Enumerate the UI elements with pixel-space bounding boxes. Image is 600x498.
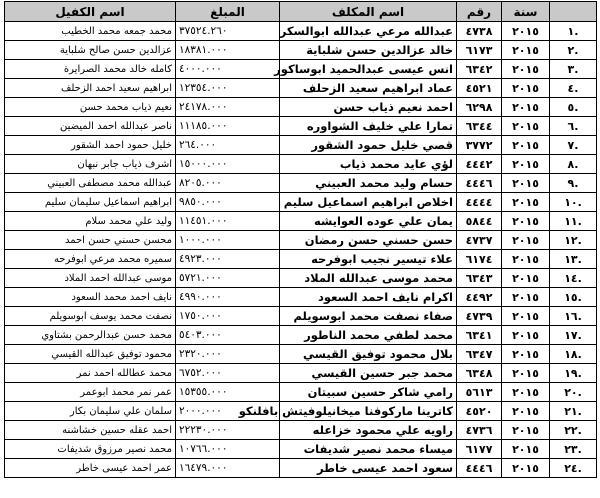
amount-cell: ١٧٥٠.٠٠٠ [176, 307, 280, 326]
code-cell: ٥٦١٣ [457, 383, 502, 402]
code-cell: ٦٢٩٨ [457, 98, 502, 117]
debt-table [4, 1, 597, 478]
row-number: .٢١ [550, 402, 597, 421]
payer-name-cell: حسام وليد محمد العبيني [280, 174, 457, 193]
table-row [5, 193, 597, 212]
row-number: .٢٠ [550, 383, 597, 402]
amount-cell: ١٨٣٨١.٠٠٠ [176, 41, 280, 60]
table-row [5, 269, 597, 288]
amount-cell: ٢٦٤.٠٠٠ [176, 136, 280, 155]
code-cell: ٤٤٩٢ [457, 288, 502, 307]
amount-cell: ٢٢٢٣٠.٠٠٠ [176, 421, 280, 440]
payer-name-cell: علاء تيسير نجيب ابوفرحه [280, 250, 457, 269]
row-number: .١ [550, 22, 597, 41]
table-row [5, 459, 597, 478]
amount-cell: ٦٧٥٢.٠٠٠ [176, 364, 280, 383]
year-cell: ٢٠١٥ [502, 269, 550, 288]
code-cell: ٦٣٤٢ [457, 60, 502, 79]
table-row [5, 440, 597, 459]
guarantor-name-cell: عزالدين حسن صالح شلباية [5, 41, 176, 60]
row-number: .١١ [550, 212, 597, 231]
header-code: رقم [457, 2, 502, 22]
code-cell: ٤٧٣٨ [457, 22, 502, 41]
guarantor-name-cell: محمد جمعه محمد الخطيب [5, 22, 176, 41]
guarantor-name-cell: ابراهيم اسماعيل سليمان سليم [5, 193, 176, 212]
guarantor-name-cell: كامله خالد محمد الصرايرة [5, 60, 176, 79]
amount-cell: ٤٩٩٠.٠٠٠ [176, 288, 280, 307]
guarantor-name-cell: عمر احمد عيسى خاطر [5, 459, 176, 478]
table-row [5, 383, 597, 402]
code-cell: ٤٤٤٦ [457, 459, 502, 478]
guarantor-name-cell: محمد عطالله احمد نمر [5, 364, 176, 383]
payer-name-cell: لؤي عايد محمد ذياب [280, 155, 457, 174]
guarantor-name-cell: محمد حسن عبدالرحمن بشتاوي [5, 326, 176, 345]
payer-name-cell: اخلاص ابراهيم اسماعيل سليم [280, 193, 457, 212]
row-number: .١٧ [550, 326, 597, 345]
row-number: .٢٤ [550, 459, 597, 478]
year-cell: ٢٠١٥ [502, 117, 550, 136]
payer-name-cell: محمد لطفي محمد الناطور [280, 326, 457, 345]
amount-cell: ١٢٣٥٤.٠٠٠ [176, 79, 280, 98]
row-number: .١٥ [550, 288, 597, 307]
guarantor-name-cell: خليل حمود احمد الشقور [5, 136, 176, 155]
amount-cell: ٥٤٠٣.٠٠٠ [176, 326, 280, 345]
code-cell: ٤٥٢١ [457, 79, 502, 98]
code-cell: ٦٣٤٨ [457, 364, 502, 383]
code-cell: ٦٣٤١ [457, 326, 502, 345]
amount-cell: ١٠٠٠.٠٠٠ [176, 231, 280, 250]
year-cell: ٢٠١٥ [502, 212, 550, 231]
guarantor-name-cell: محسن حسني حسن احمد [5, 231, 176, 250]
amount-cell: ٥٧٢١.٠٠٠ [176, 269, 280, 288]
payer-name-cell: محمد موسى عبدالله الملاد [280, 269, 457, 288]
table-row [5, 288, 597, 307]
year-cell: ٢٠١٥ [502, 231, 550, 250]
amount-cell: ٣٧٥٢٤.٢٦٠ [176, 22, 280, 41]
table-row [5, 98, 597, 117]
row-number: .١٦ [550, 307, 597, 326]
guarantor-name-cell: نعيم ذياب محمد حسن [5, 98, 176, 117]
row-number: .١٩ [550, 364, 597, 383]
code-cell: ٦١٧٣ [457, 41, 502, 60]
amount-cell: ٤٩٢٣.٠٠٠ [176, 250, 280, 269]
guarantor-name-cell: سميره محمد مرعي ابوفرحه [5, 250, 176, 269]
payer-name-cell: حسن حسني حسن رمضان [280, 231, 457, 250]
guarantor-name-cell: اشرف ذياب جابر نبهان [5, 155, 176, 174]
table-row [5, 41, 597, 60]
table-row [5, 22, 597, 41]
guarantor-name-cell: موسى عبدالله احمد الملاد [5, 269, 176, 288]
guarantor-name-cell: عمر نمر محمد ابوعمر [5, 383, 176, 402]
header-guarantor: اسم الكفيل [5, 2, 176, 22]
year-cell: ٢٠١٥ [502, 136, 550, 155]
row-number: .١٣ [550, 250, 597, 269]
year-cell: ٢٠١٥ [502, 60, 550, 79]
payer-name-cell: انس عيسى عبدالحميد ابوساكور [280, 60, 457, 79]
year-cell: ٢٠١٥ [502, 326, 550, 345]
header-num [550, 2, 597, 22]
row-number: .١٤ [550, 269, 597, 288]
payer-name-cell: قصي خليل حمود الشقور [280, 136, 457, 155]
year-cell: ٢٠١٥ [502, 41, 550, 60]
code-cell: ٤٤٤٦ [457, 174, 502, 193]
row-number: .٢ [550, 41, 597, 60]
payer-name-cell: اكرام نايف احمد السعود [280, 288, 457, 307]
code-cell: ٥٨٤٤ [457, 212, 502, 231]
amount-cell: ١١٤٥١.٠٠٠ [176, 212, 280, 231]
year-cell: ٢٠١٥ [502, 174, 550, 193]
amount-cell: ٢٤١٧٨.٠٠٠ [176, 98, 280, 117]
amount-cell: ٨٢٠٥.٠٠٠ [176, 174, 280, 193]
table-row [5, 136, 597, 155]
table-row [5, 326, 597, 345]
table-row [5, 402, 597, 421]
guarantor-name-cell: ابراهيم سعيد احمد الزحلف [5, 79, 176, 98]
code-cell: ٦١٧٤ [457, 250, 502, 269]
guarantor-name-cell: ناصر عبدالله احمد الميضين [5, 117, 176, 136]
code-cell: ٤٧٣٧ [457, 231, 502, 250]
code-cell: ٤٥٢٠ [457, 402, 502, 421]
year-cell: ٢٠١٥ [502, 307, 550, 326]
amount-cell: ٢٣٢٠.٠٠٠ [176, 345, 280, 364]
table-row [5, 117, 597, 136]
table-row [5, 364, 597, 383]
year-cell: ٢٠١٥ [502, 459, 550, 478]
table-row [5, 345, 597, 364]
row-number: .٥ [550, 98, 597, 117]
header-year: سنة [502, 2, 550, 22]
table-row [5, 421, 597, 440]
code-cell: ٤٧٣٩ [457, 307, 502, 326]
year-cell: ٢٠١٥ [502, 288, 550, 307]
amount-cell: ١٠٧٦٦.٠٠٠ [176, 440, 280, 459]
table-row [5, 79, 597, 98]
table-body [5, 22, 597, 478]
guarantor-name-cell: عبدالله محمد مصطفى العبيني [5, 174, 176, 193]
guarantor-name-cell: نايف احمد محمد السعود [5, 288, 176, 307]
year-cell: ٢٠١٥ [502, 440, 550, 459]
year-cell: ٢٠١٥ [502, 79, 550, 98]
row-number: .٨ [550, 155, 597, 174]
row-number: .١٠ [550, 193, 597, 212]
year-cell: ٢٠١٥ [502, 193, 550, 212]
amount-cell: ٩٨٥٠.٠٠٠ [176, 193, 280, 212]
row-number: .٢٣ [550, 440, 597, 459]
payer-name-cell: عبدالله مرعي عبدالله ابوالسكر [280, 22, 457, 41]
payer-name-cell: محمد جبر حسين القيسي [280, 364, 457, 383]
row-number: .٣ [550, 60, 597, 79]
row-number: .٧ [550, 136, 597, 155]
payer-name-cell: سعود احمد عيسى خاطر [280, 459, 457, 478]
guarantor-name-cell: محمود توفيق عبدالله القيسي [5, 345, 176, 364]
year-cell: ٢٠١٥ [502, 402, 550, 421]
guarantor-name-cell: وليد علي محمد سلام [5, 212, 176, 231]
code-cell: ٤٧٣٦ [457, 421, 502, 440]
table-row [5, 307, 597, 326]
amount-cell: ٢٠٠٠.٠٠٠ [176, 402, 280, 421]
table-row [5, 174, 597, 193]
debt-list-sheet [4, 1, 596, 478]
payer-name-cell: تمارا علي خليف الشواوره [280, 117, 457, 136]
header-payer: اسم المكلف [280, 2, 457, 22]
table-row [5, 212, 597, 231]
payer-name-cell: رامي شاكر حسين سبيتان [280, 383, 457, 402]
year-cell: ٢٠١٥ [502, 22, 550, 41]
code-cell: ٤٤٤٤ [457, 193, 502, 212]
year-cell: ٢٠١٥ [502, 98, 550, 117]
code-cell: ٦٣٤٤ [457, 117, 502, 136]
code-cell: ٦١٧٧ [457, 440, 502, 459]
row-number: .٢٢ [550, 421, 597, 440]
code-cell: ٤٤٤٢ [457, 155, 502, 174]
table-row [5, 250, 597, 269]
guarantor-name-cell: محمد نصير مرزوق شديفات [5, 440, 176, 459]
year-cell: ٢٠١٥ [502, 383, 550, 402]
amount-cell: ٤٠٠٠.٠٠٠ [176, 60, 280, 79]
code-cell: ٦٣٤٣ [457, 269, 502, 288]
year-cell: ٢٠١٥ [502, 155, 550, 174]
amount-cell: ١٦٤٧٩.٠٠٠ [176, 459, 280, 478]
row-number: .٤ [550, 79, 597, 98]
table-row [5, 155, 597, 174]
guarantor-name-cell: احمد عقله حسين خشاشنه [5, 421, 176, 440]
code-cell: ٦٣٤٧ [457, 345, 502, 364]
row-number: .١٢ [550, 231, 597, 250]
payer-name-cell: راويه علي محمود خزاعله [280, 421, 457, 440]
payer-name-cell: عماد ابراهيم سعيد الزحلف [280, 79, 457, 98]
table-row [5, 60, 597, 79]
payer-name-cell: يمان علي عوده العوايشه [280, 212, 457, 231]
payer-name-cell: احمد نعيم ذياب حسن [280, 98, 457, 117]
amount-cell: ١٥٣٥٥.٠٠٠ [176, 383, 280, 402]
code-cell: ٣٧٧٢ [457, 136, 502, 155]
header-row [5, 2, 597, 22]
table-row [5, 231, 597, 250]
payer-name-cell: كاترينا ماركوفنا ميخانيلوفيتش بافلنكو [280, 402, 457, 421]
guarantor-name-cell: سلمان علي سليمان بكار [5, 402, 176, 421]
row-number: .١٨ [550, 345, 597, 364]
payer-name-cell: خالد عزالدين حسن شلباية [280, 41, 457, 60]
table-header [5, 2, 597, 22]
amount-cell: ١٥٠٠٠.٠٠٠ [176, 155, 280, 174]
row-number: .٦ [550, 117, 597, 136]
year-cell: ٢٠١٥ [502, 345, 550, 364]
row-number: .٩ [550, 174, 597, 193]
payer-name-cell: ميساء محمد نصير شديفات [280, 440, 457, 459]
guarantor-name-cell: نصفت محمد يوسف ابوسويلم [5, 307, 176, 326]
amount-cell: ١١١٨٥.٠٠٠ [176, 117, 280, 136]
payer-name-cell: صفاء نصفت محمد ابوسويلم [280, 307, 457, 326]
header-amount: المبلغ [176, 2, 280, 22]
year-cell: ٢٠١٥ [502, 421, 550, 440]
payer-name-cell: بلال محمود توفيق القيسي [280, 345, 457, 364]
year-cell: ٢٠١٥ [502, 364, 550, 383]
year-cell: ٢٠١٥ [502, 250, 550, 269]
